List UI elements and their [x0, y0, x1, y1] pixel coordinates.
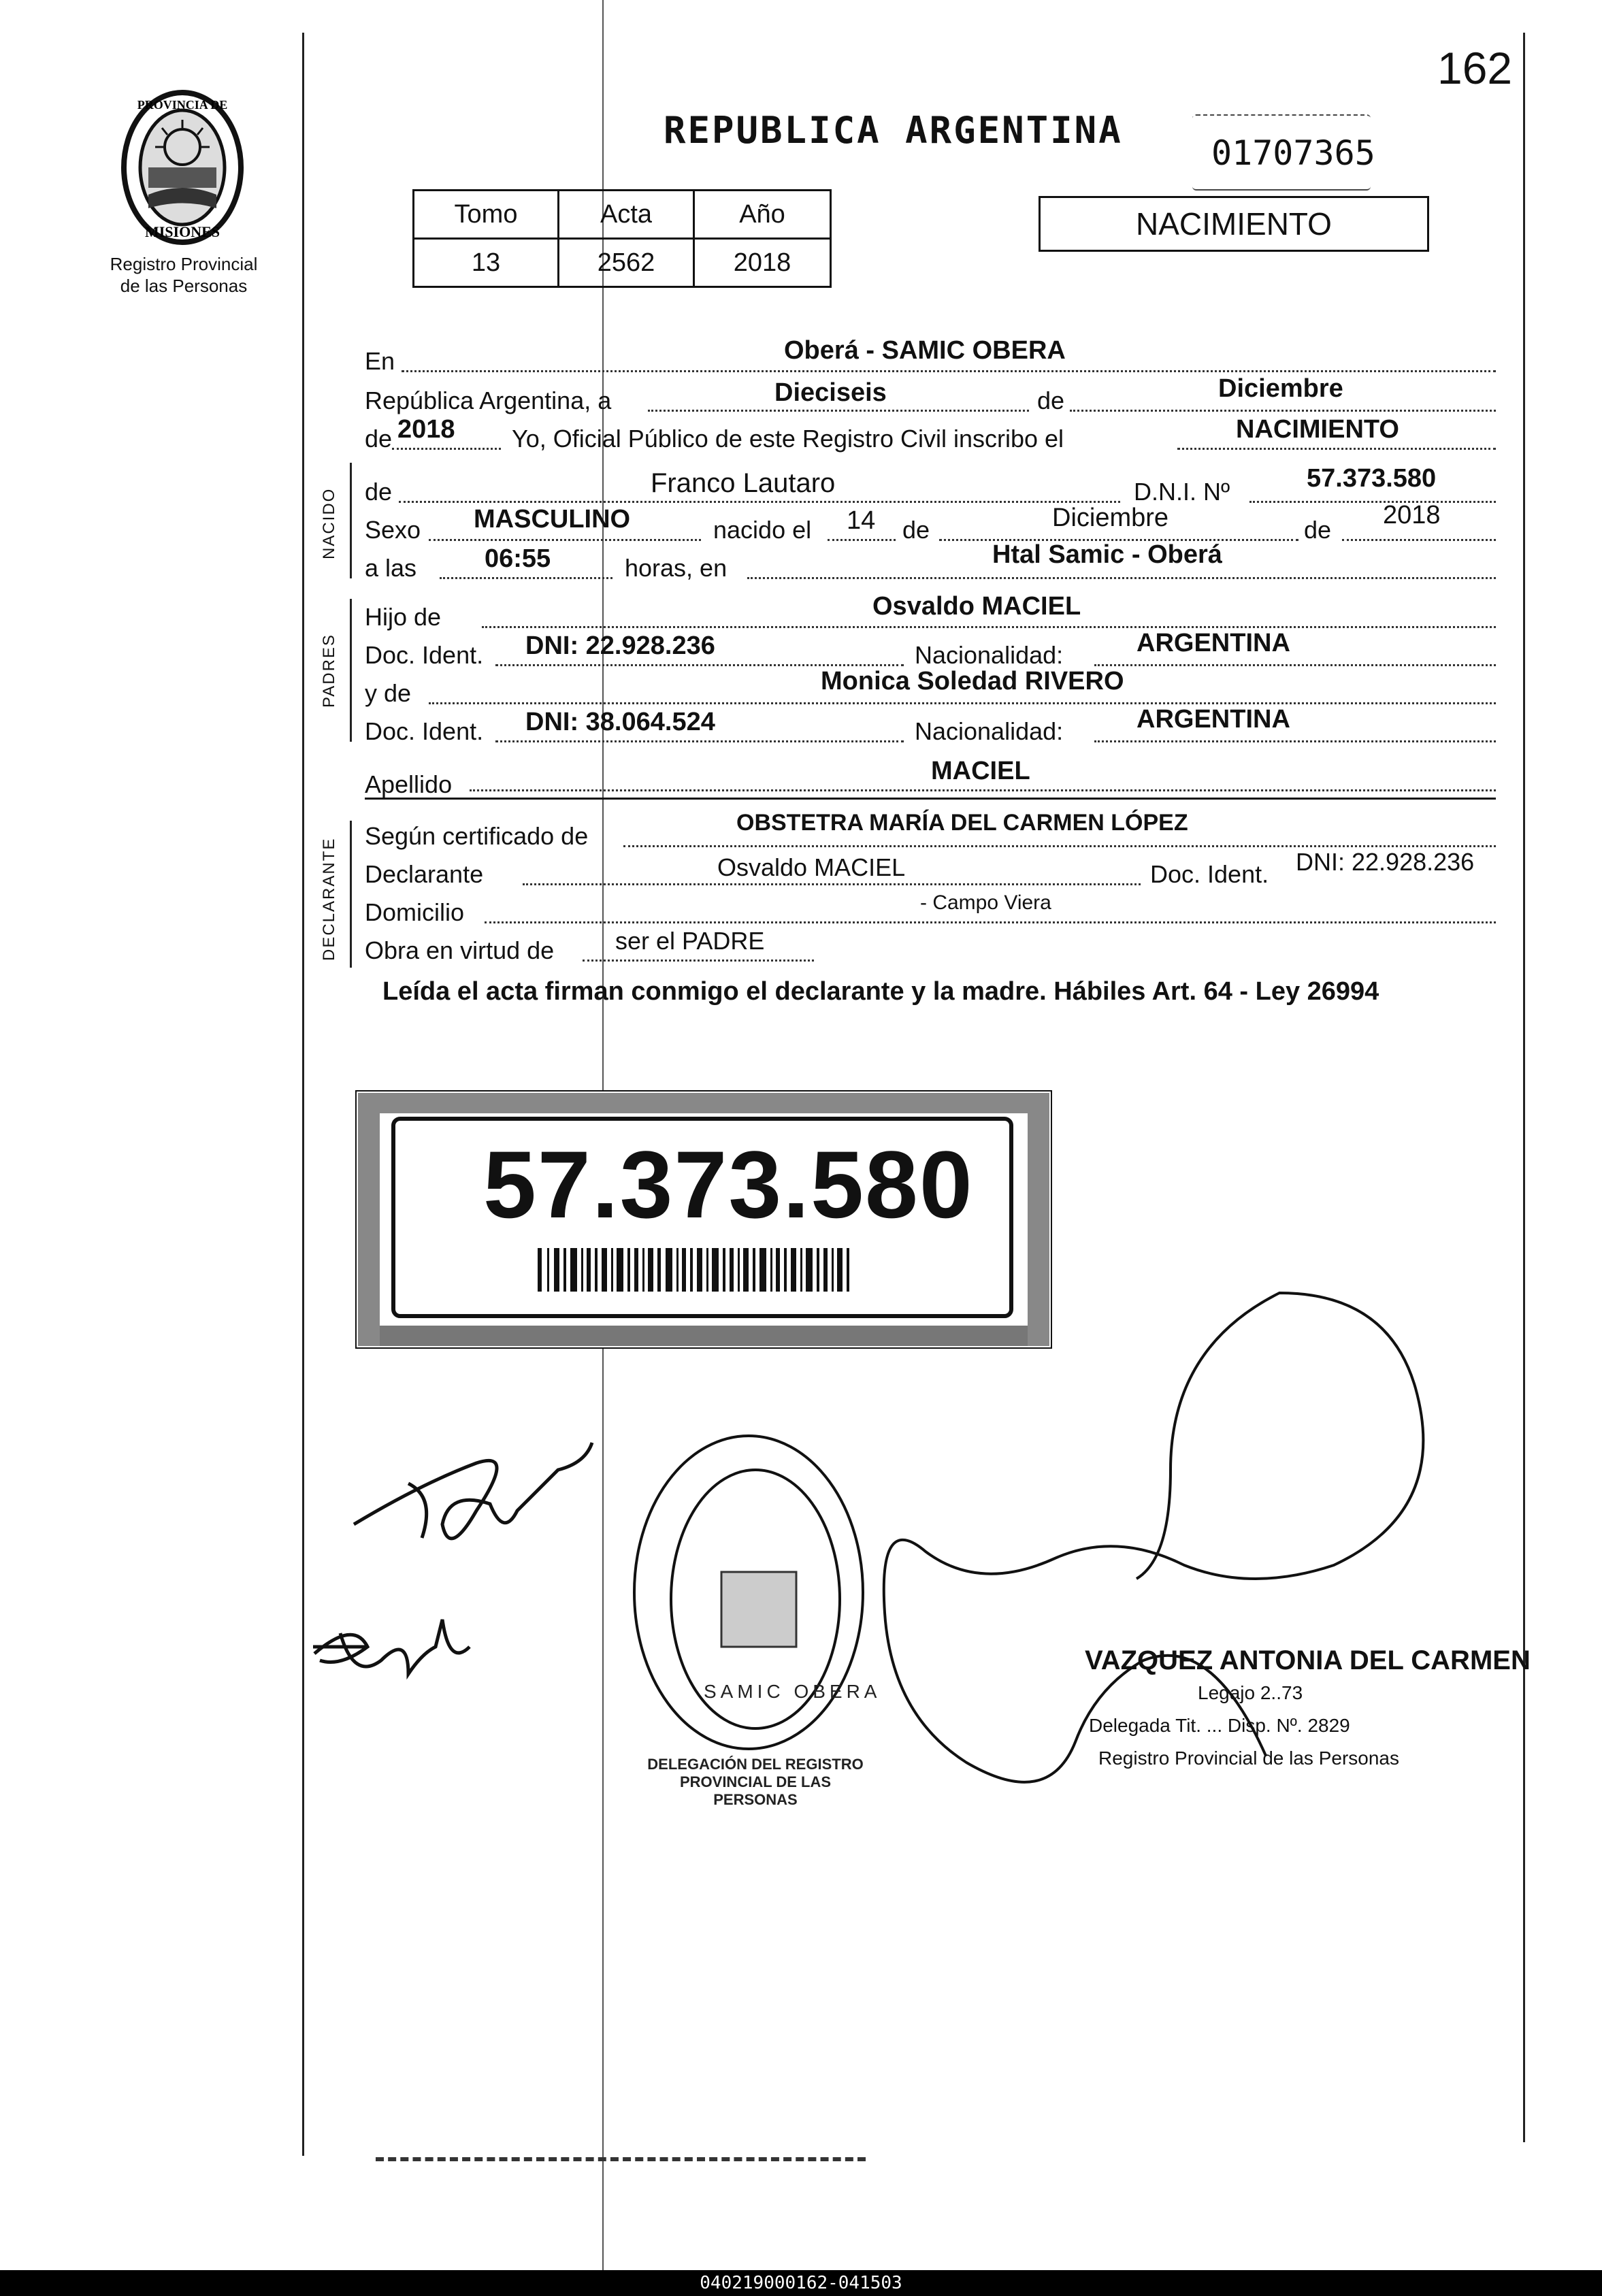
padres-bracket	[350, 599, 352, 742]
horas-label: horas, en	[625, 554, 728, 582]
father-doc-dots	[495, 664, 904, 666]
declarante-doc: DNI: 22.928.236	[1296, 848, 1475, 876]
acta-value: 2562	[559, 239, 694, 287]
official-registry: Registro Provincial de las Personas	[1098, 1748, 1399, 1769]
nacido-el-label: nacido el	[713, 516, 812, 544]
seal-outer-text: DELEGACIÓN DEL REGISTRO PROVINCIAL DE LAS PERSONAS	[647, 1756, 864, 1808]
place-value: Oberá - SAMIC OBERA	[784, 336, 1066, 365]
dni-label: D.N.I. Nº	[1134, 478, 1230, 506]
sexo-dots	[429, 539, 701, 541]
father-nac-label: Nacionalidad:	[915, 641, 1064, 669]
acta-header: Acta	[559, 191, 694, 239]
declarante-doc-label: Doc. Ident.	[1150, 860, 1269, 888]
birth-year: 2018	[1383, 501, 1441, 529]
sexo-value: MASCULINO	[474, 505, 631, 534]
declarante-side-label: DECLARANTE	[320, 837, 338, 961]
official-role: Delegada Tit. ... Disp. Nº. 2829	[1089, 1715, 1350, 1736]
declarante-label: Declarante	[365, 860, 484, 888]
declarant-signature	[354, 1443, 592, 1539]
day-value: Dieciseis	[774, 378, 887, 407]
mother-doc: DNI: 38.064.524	[525, 708, 715, 736]
cert-value: OBSTETRA MARÍA DEL CARMEN LÓPEZ	[736, 810, 1188, 836]
de-label-3: de	[902, 516, 930, 544]
logo-caption	[82, 253, 286, 297]
de-label-2: de	[365, 425, 393, 453]
domicilio-dots	[485, 921, 1496, 923]
declarante-dots	[523, 883, 1141, 885]
serial-number: 01707365	[1211, 133, 1375, 173]
inscription-dots	[1177, 448, 1496, 450]
birth-day: 14	[847, 506, 876, 535]
registry-table-value-row	[414, 239, 831, 287]
padres-side-label: PADRES	[320, 634, 338, 708]
year-value: 2018	[397, 415, 455, 444]
tomo-header: Tomo	[414, 191, 559, 239]
bottom-dashed-line	[376, 2157, 866, 2161]
mother-doc-label: Doc. Ident.	[365, 717, 484, 745]
tomo-value: 13	[414, 239, 559, 287]
mother-doc-dots	[495, 740, 904, 742]
month-dots	[1070, 410, 1496, 412]
registry-table-header-row	[414, 191, 831, 239]
cert-label: Según certificado de	[365, 822, 589, 850]
dni-stamp-number: 57.373.580	[483, 1131, 974, 1238]
obra-value: ser el PADRE	[615, 927, 765, 955]
right-margin-rule	[1523, 33, 1525, 2142]
nacido-bracket	[350, 463, 352, 578]
year-dots	[392, 448, 501, 450]
birth-day-dots	[828, 539, 896, 541]
en-label: En	[365, 347, 395, 375]
inscribo-text: Yo, Oficial Público de este Registro Civil inscribo el	[512, 425, 1064, 453]
apellido-rule	[365, 798, 1496, 800]
mother-signature	[313, 1620, 470, 1674]
logo-text-bottom: MISIONES	[144, 223, 220, 240]
de-label-1: de	[1037, 387, 1065, 414]
name-dots	[399, 501, 1120, 503]
sexo-label: Sexo	[365, 516, 421, 544]
mother-name: Monica Soledad RIVERO	[821, 667, 1124, 695]
birth-time: 06:55	[485, 544, 551, 573]
father-nationality: ARGENTINA	[1137, 629, 1290, 657]
dni-dots	[1249, 501, 1496, 503]
mother-nac-dots	[1094, 740, 1496, 742]
official-name: VAZQUEZ ANTONIA DEL CARMEN	[1085, 1645, 1531, 1675]
record-type-box: NACIMIENTO	[1039, 196, 1429, 252]
closing-statement: Leída el acta firman conmigo el declarante y la madre. Hábiles Art. 64 - Ley 26994	[382, 977, 1379, 1006]
domicilio-value: - Campo Viera	[920, 891, 1051, 914]
father-nac-dots	[1094, 664, 1496, 666]
nacido-de-label: de	[365, 478, 393, 506]
anio-header: Año	[694, 191, 831, 239]
cert-dots	[623, 845, 1496, 847]
footer-code: 040219000162-041503	[0, 2270, 1602, 2296]
birth-place: Htal Samic - Oberá	[992, 540, 1222, 569]
apellido-dots	[470, 789, 1496, 791]
father-doc: DNI: 22.928.236	[525, 632, 715, 660]
a-las-label: a las	[365, 554, 417, 582]
logo-caption-line2: de las Personas	[120, 276, 248, 296]
seal-inner-text: SAMIC OBERA	[704, 1681, 881, 1702]
birth-place-dots	[747, 577, 1496, 579]
father-dots	[482, 626, 1496, 628]
child-dni: 57.373.580	[1307, 464, 1437, 493]
official-legajo: Legajo 2..73	[1198, 1682, 1303, 1703]
obra-label: Obra en virtud de	[365, 936, 555, 964]
father-doc-label: Doc. Ident.	[365, 641, 484, 669]
time-dots	[440, 577, 612, 579]
mother-nac-label: Nacionalidad:	[915, 717, 1064, 745]
en-dots	[402, 370, 1496, 372]
mother-nationality: ARGENTINA	[1137, 705, 1290, 734]
logo-caption-line1: Registro Provincial	[110, 254, 258, 274]
child-name: Franco Lautaro	[651, 468, 836, 498]
inscription-type: NACIMIENTO	[1236, 415, 1399, 444]
logo-text-top: PROVINCIA DE	[137, 98, 228, 112]
month-value: Diciembre	[1218, 374, 1343, 403]
birth-month: Diciembre	[1052, 504, 1169, 532]
father-name: Osvaldo MACIEL	[872, 592, 1081, 621]
day-dots	[648, 410, 1029, 412]
left-margin-rule	[302, 33, 304, 2156]
provincial-emblem-logo	[114, 86, 250, 249]
apellido-label: Apellido	[365, 770, 453, 798]
hijo-de-label: Hijo de	[365, 603, 442, 631]
anio-value: 2018	[694, 239, 831, 287]
de-label-4: de	[1304, 516, 1332, 544]
mother-dots	[429, 702, 1496, 704]
republica-label: República Argentina, a	[365, 387, 612, 414]
page-number: 162	[1437, 43, 1513, 93]
registry-table	[412, 189, 832, 288]
nacido-side-label: NACIDO	[320, 487, 338, 559]
y-de-label: y de	[365, 679, 412, 707]
country-title: REPUBLICA ARGENTINA	[664, 109, 1123, 152]
obra-dots	[583, 960, 814, 962]
domicilio-label: Domicilio	[365, 898, 465, 926]
declarante-bracket	[350, 821, 352, 968]
official-signature	[884, 1293, 1424, 1782]
apellido-value: MACIEL	[931, 757, 1030, 785]
declarante-value: Osvaldo MACIEL	[717, 853, 906, 881]
birth-year-dots	[1342, 539, 1496, 541]
